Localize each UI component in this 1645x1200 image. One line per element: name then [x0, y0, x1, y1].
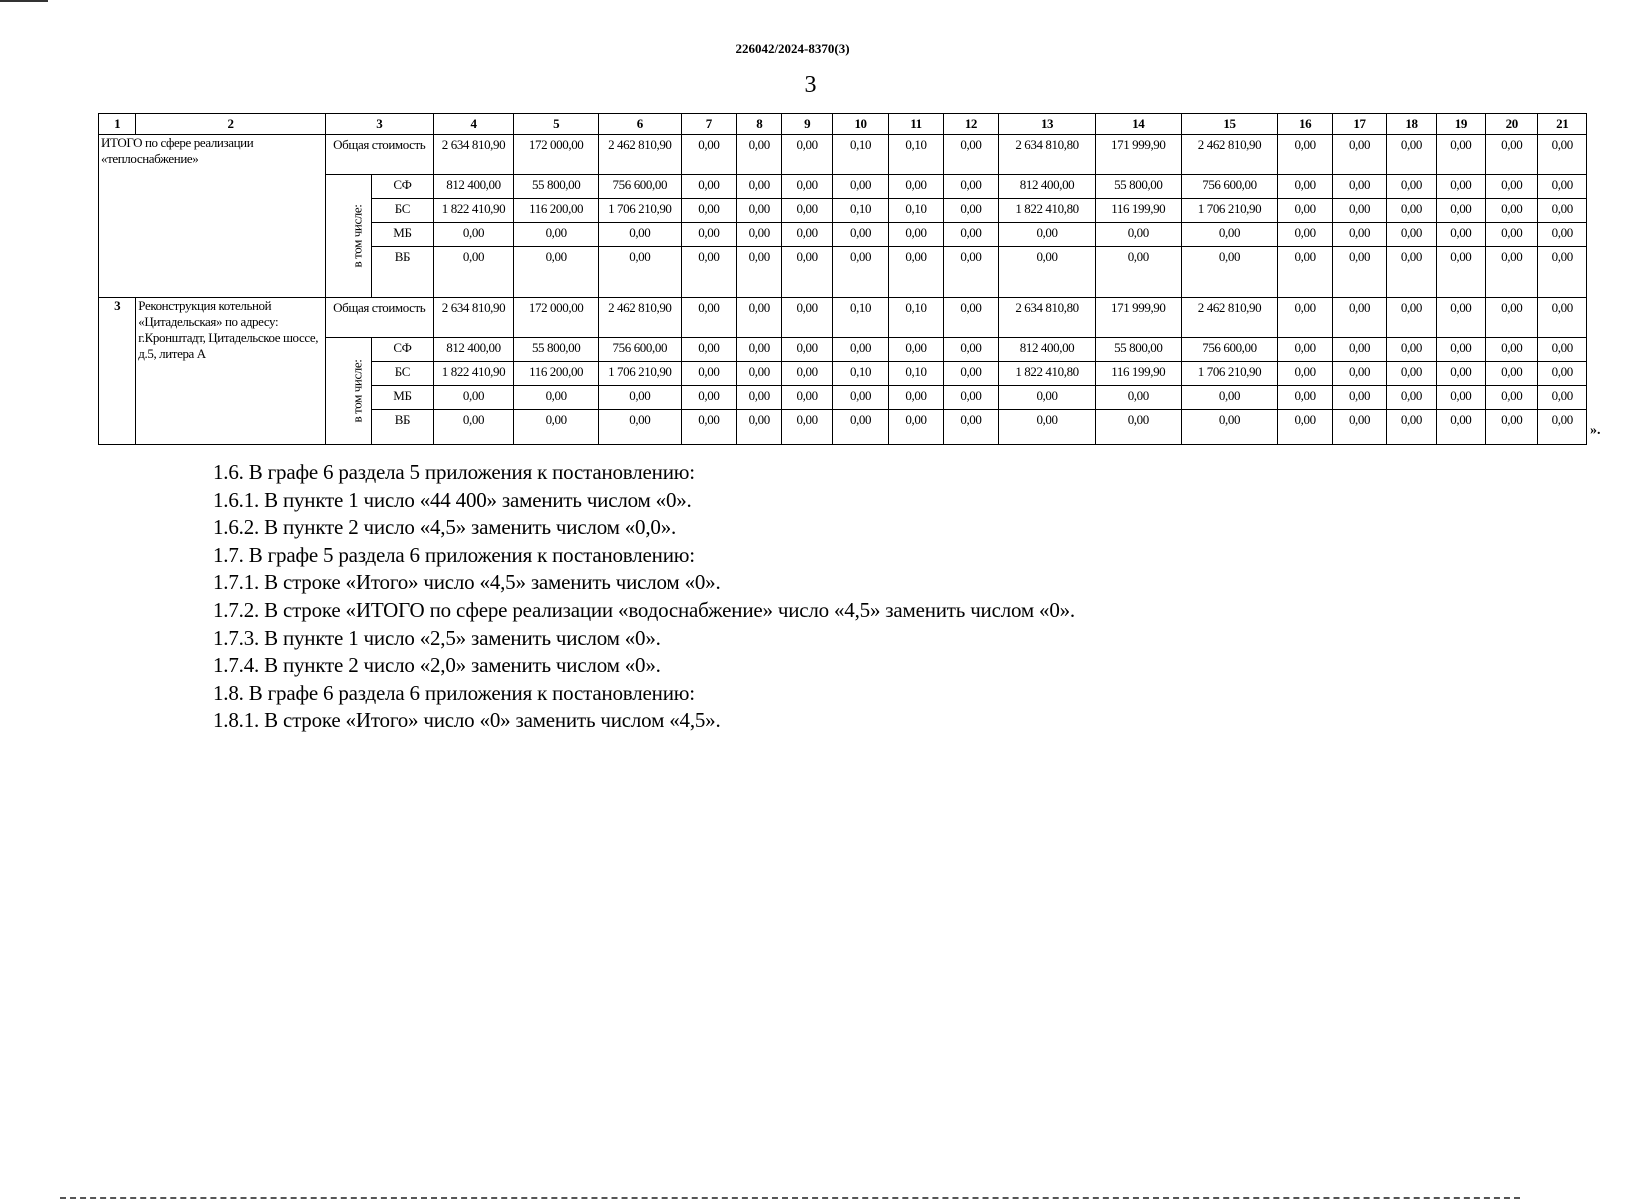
table-cell: 0,00 [681, 410, 736, 445]
table-cell: 2 462 810,90 [1181, 298, 1278, 338]
table-cell: 0,00 [737, 362, 782, 386]
table-cell: 0,00 [1486, 199, 1538, 223]
table-cell: 0,00 [782, 410, 832, 445]
amendment-paragraph: 1.8. В графе 6 раздела 6 приложения к постановлению: [213, 680, 695, 705]
table-cell: 0,00 [1436, 135, 1485, 175]
amendment-paragraph: 1.7. В графе 5 раздела 6 приложения к постановлению: [213, 542, 695, 567]
table-cell: 0,00 [1486, 223, 1538, 247]
table-cell: 0,00 [433, 247, 514, 298]
column-number: 16 [1278, 114, 1332, 135]
table-cell: 0,00 [1332, 386, 1386, 410]
table-cell: 0,00 [782, 362, 832, 386]
table-cell: 0,00 [433, 386, 514, 410]
table-cell: 0,00 [681, 175, 736, 199]
table-cell: 0,00 [737, 199, 782, 223]
total-cost-label: Общая стоимость [325, 135, 433, 175]
table-cell: 171 999,90 [1095, 298, 1181, 338]
column-number: 21 [1538, 114, 1587, 135]
table-cell: 0,00 [1095, 223, 1181, 247]
amendment-paragraph: 1.8.1. В строке «Итого» число «0» заменить числом «4,5». [213, 708, 721, 733]
table-cell: 0,00 [681, 223, 736, 247]
table-cell: 0,00 [889, 338, 943, 362]
table-cell: 756 600,00 [1181, 338, 1278, 362]
table-cell: 0,00 [943, 175, 998, 199]
table-cell: 0,00 [889, 410, 943, 445]
table-cell: 0,00 [1387, 410, 1436, 445]
item-name: Реконструкция котельной «Цитадельская» по адресу: г.Кронштадт, Цитадельское шоссе, д.5, литера А [136, 298, 326, 445]
table-cell: 0,10 [889, 135, 943, 175]
table-cell: 0,00 [1387, 199, 1436, 223]
table-cell: 1 706 210,90 [1181, 199, 1278, 223]
table-cell: 0,00 [1181, 386, 1278, 410]
table-cell: 0,10 [832, 135, 888, 175]
table-cell: 0,00 [782, 135, 832, 175]
table-cell: 0,00 [832, 338, 888, 362]
funding-source: СФ [372, 175, 434, 199]
table-cell: 1 706 210,90 [1181, 362, 1278, 386]
table-cell: 0,10 [889, 199, 943, 223]
table-cell: 0,00 [681, 135, 736, 175]
table-cell: 0,00 [1538, 298, 1587, 338]
table-cell: 2 634 810,80 [999, 135, 1096, 175]
table-cell: 0,00 [1436, 362, 1485, 386]
table-cell: 0,00 [681, 199, 736, 223]
table-cell: 0,10 [832, 362, 888, 386]
amendment-paragraph: 1.7.1. В строке «Итого» число «4,5» заменить числом «0». [213, 570, 721, 595]
table-cell: 0,00 [1486, 135, 1538, 175]
closing-quote-mark: ». [1590, 423, 1601, 438]
table-cell: 0,00 [1278, 247, 1332, 298]
table-cell: 0,00 [943, 338, 998, 362]
table-cell: 0,00 [782, 199, 832, 223]
table-cell: 0,10 [889, 362, 943, 386]
table-cell: 0,00 [943, 135, 998, 175]
table-cell: 1 822 410,80 [999, 199, 1096, 223]
table-cell: 0,00 [1332, 410, 1386, 445]
table-cell: 0,00 [1486, 386, 1538, 410]
table-cell: 0,00 [1332, 362, 1386, 386]
table-cell: 116 199,90 [1095, 362, 1181, 386]
table-cell: 0,00 [782, 338, 832, 362]
column-number-row [99, 114, 1587, 135]
column-number: 13 [999, 114, 1096, 135]
table-cell: 0,00 [782, 247, 832, 298]
column-number: 3 [325, 114, 433, 135]
table-cell: 0,00 [1278, 223, 1332, 247]
table-cell: 55 800,00 [1095, 338, 1181, 362]
table-cell: 2 462 810,90 [598, 135, 681, 175]
table-cell: 0,00 [1436, 175, 1485, 199]
column-number: 5 [514, 114, 599, 135]
column-number: 11 [889, 114, 943, 135]
table-cell: 0,00 [943, 199, 998, 223]
column-number: 6 [598, 114, 681, 135]
table-cell: 55 800,00 [514, 175, 599, 199]
table-cell: 0,00 [1387, 386, 1436, 410]
table-cell: 0,00 [1332, 199, 1386, 223]
table-cell: 0,00 [1278, 199, 1332, 223]
table-cell: 0,00 [1538, 362, 1587, 386]
table-cell: 0,00 [1538, 135, 1587, 175]
table-cell: 0,00 [1387, 362, 1436, 386]
table-cell: 0,00 [1538, 247, 1587, 298]
table-cell: 172 000,00 [514, 298, 599, 338]
table-cell: 0,00 [1278, 298, 1332, 338]
table-cell: 0,00 [889, 386, 943, 410]
table-cell: 0,00 [832, 223, 888, 247]
table-cell: 0,00 [1436, 298, 1485, 338]
table-cell: 0,00 [681, 338, 736, 362]
funding-source: МБ [372, 223, 434, 247]
table-cell: 0,00 [889, 223, 943, 247]
table-cell: 0,00 [1387, 247, 1436, 298]
page-number: 3 [804, 72, 817, 98]
table-cell: 0,00 [1486, 410, 1538, 445]
table-cell: 0,00 [889, 175, 943, 199]
table-cell: 0,00 [598, 386, 681, 410]
table-cell: 0,00 [1387, 135, 1436, 175]
scan-bottom-rule [60, 1197, 1520, 1199]
table-cell: 0,00 [737, 247, 782, 298]
table-cell: 0,00 [1332, 338, 1386, 362]
amendment-paragraphs [213, 459, 1075, 735]
table-cell: 2 462 810,90 [598, 298, 681, 338]
table-cell: 0,00 [782, 175, 832, 199]
table-cell: 0,00 [1486, 298, 1538, 338]
table-cell: 0,00 [1278, 386, 1332, 410]
table-cell: 0,00 [1436, 223, 1485, 247]
amendment-paragraph: 1.6. В графе 6 раздела 5 приложения к постановлению: [213, 460, 695, 484]
in-that-number-label [325, 175, 371, 298]
column-number: 1 [99, 114, 136, 135]
table-cell: 0,00 [1538, 199, 1587, 223]
table-cell: 0,00 [1095, 247, 1181, 298]
column-number: 15 [1181, 114, 1278, 135]
table-cell: 0,00 [1486, 175, 1538, 199]
table-cell: 1 706 210,90 [598, 199, 681, 223]
table-cell: 0,00 [1278, 175, 1332, 199]
table-cell: 1 706 210,90 [598, 362, 681, 386]
table-cell: 0,00 [681, 247, 736, 298]
amendment-paragraph: 1.7.3. В пункте 1 число «2,5» заменить числом «0». [213, 625, 661, 650]
column-number: 20 [1486, 114, 1538, 135]
column-number: 7 [681, 114, 736, 135]
column-number: 9 [782, 114, 832, 135]
table-cell: 0,00 [433, 223, 514, 247]
table-cell: 0,00 [1278, 410, 1332, 445]
amendment-paragraph: 1.7.2. В строке «ИТОГО по сфере реализации «водоснабжение» число «4,5» заменить числом «0». [213, 597, 1075, 622]
table-cell: 0,00 [1181, 247, 1278, 298]
table-cell: 55 800,00 [514, 338, 599, 362]
column-number: 17 [1332, 114, 1386, 135]
table-cell: 0,00 [514, 247, 599, 298]
column-number: 14 [1095, 114, 1181, 135]
table-cell: 0,10 [832, 298, 888, 338]
table-cell: 0,00 [999, 247, 1096, 298]
table-cell: 0,00 [1436, 386, 1485, 410]
table-cell: 0,00 [782, 298, 832, 338]
table-cell: 0,00 [1486, 247, 1538, 298]
table-cell: 812 400,00 [433, 338, 514, 362]
table-cell: 812 400,00 [433, 175, 514, 199]
table-cell: 116 199,90 [1095, 199, 1181, 223]
table-cell: 0,00 [1278, 135, 1332, 175]
table-cell: 0,00 [999, 223, 1096, 247]
table-cell: 0,00 [832, 410, 888, 445]
table-cell: 0,10 [832, 199, 888, 223]
table-cell: 0,00 [832, 386, 888, 410]
table-cell: 0,00 [514, 223, 599, 247]
table-cell: 0,00 [943, 223, 998, 247]
in-that-number-label [325, 338, 371, 445]
table-cell: 0,00 [1387, 175, 1436, 199]
table-cell: 0,00 [681, 386, 736, 410]
table-cell: 0,00 [1332, 247, 1386, 298]
table-cell: 0,00 [1181, 410, 1278, 445]
table-cell: 0,00 [1436, 247, 1485, 298]
table-cell: 0,00 [943, 386, 998, 410]
table-cell: 0,00 [999, 410, 1096, 445]
table-cell: 0,00 [1436, 338, 1485, 362]
table-cell: 0,00 [737, 338, 782, 362]
table-cell: 0,00 [737, 223, 782, 247]
table-cell: 0,00 [1095, 386, 1181, 410]
table-cell: 0,00 [889, 247, 943, 298]
table-cell: 0,00 [1278, 362, 1332, 386]
amendment-paragraph: 1.7.4. В пункте 2 число «2,0» заменить числом «0». [213, 653, 661, 678]
table-row [99, 298, 1587, 338]
scan-edge-mark [0, 0, 48, 2]
in-that-number-text: в том числе: [349, 359, 365, 423]
table-cell: 0,00 [737, 135, 782, 175]
table-cell: 2 634 810,80 [999, 298, 1096, 338]
table-cell: 1 822 410,90 [433, 362, 514, 386]
table-cell: 0,00 [832, 175, 888, 199]
table-cell: 756 600,00 [1181, 175, 1278, 199]
table-cell: 0,00 [1181, 223, 1278, 247]
table-cell: 0,00 [737, 386, 782, 410]
table-cell: 0,00 [1278, 338, 1332, 362]
table-cell: 0,00 [999, 386, 1096, 410]
table-cell: 0,00 [1538, 386, 1587, 410]
table-cell: 0,10 [889, 298, 943, 338]
column-number: 2 [136, 114, 326, 135]
table-cell: 0,00 [782, 386, 832, 410]
column-number: 18 [1387, 114, 1436, 135]
table-cell: 0,00 [737, 410, 782, 445]
amendment-paragraph: 1.6.2. В пункте 2 число «4,5» заменить числом «0,0». [213, 515, 677, 540]
funding-source: БС [372, 362, 434, 386]
table-cell: 0,00 [681, 362, 736, 386]
table-cell: 0,00 [1387, 298, 1436, 338]
table-cell: 171 999,90 [1095, 135, 1181, 175]
total-cost-label: Общая стоимость [325, 298, 433, 338]
funding-source: БС [372, 199, 434, 223]
table-cell: 812 400,00 [999, 175, 1096, 199]
funding-source: ВБ [372, 247, 434, 298]
table-cell: 1 822 410,80 [999, 362, 1096, 386]
table-cell: 0,00 [598, 410, 681, 445]
table-cell: 0,00 [598, 247, 681, 298]
table-cell: 756 600,00 [598, 175, 681, 199]
table-cell: 0,00 [1538, 338, 1587, 362]
amendment-paragraph: 1.6.1. В пункте 1 число «44 400» заменить числом «0». [213, 487, 692, 512]
table-cell: 0,00 [433, 410, 514, 445]
table-cell: 2 634 810,90 [433, 135, 514, 175]
table-cell: 0,00 [1486, 338, 1538, 362]
table-cell: 0,00 [1538, 175, 1587, 199]
in-that-number-text: в том числе: [349, 204, 365, 268]
table-cell: 55 800,00 [1095, 175, 1181, 199]
table-cell: 0,00 [1095, 410, 1181, 445]
document-number: 226042/2024-8370(3) [735, 41, 850, 56]
budget-table [98, 113, 1587, 445]
table-cell: 116 200,00 [514, 199, 599, 223]
table-cell: 0,00 [782, 223, 832, 247]
table-row [99, 135, 1587, 175]
table-cell: 0,00 [1486, 362, 1538, 386]
table-cell: 0,00 [943, 410, 998, 445]
table-cell: 0,00 [1538, 223, 1587, 247]
table-cell: 0,00 [1387, 223, 1436, 247]
table-cell: 2 462 810,90 [1181, 135, 1278, 175]
table-cell: 0,00 [1332, 298, 1386, 338]
table-cell: 0,00 [832, 247, 888, 298]
table-cell: 0,00 [598, 223, 681, 247]
table-cell: 0,00 [1332, 223, 1386, 247]
table-cell: 0,00 [1387, 338, 1436, 362]
item-number: 3 [99, 298, 136, 445]
funding-source: ВБ [372, 410, 434, 445]
funding-source: МБ [372, 386, 434, 410]
table-cell: 1 822 410,90 [433, 199, 514, 223]
table-cell: 0,00 [1332, 135, 1386, 175]
column-number: 10 [832, 114, 888, 135]
table-cell: 0,00 [943, 247, 998, 298]
table-cell: 0,00 [1436, 199, 1485, 223]
table-cell: 2 634 810,90 [433, 298, 514, 338]
total-name: ИТОГО по сфере реализации «теплоснабжение» [99, 135, 326, 298]
column-number: 8 [737, 114, 782, 135]
table-cell: 0,00 [681, 298, 736, 338]
column-number: 4 [433, 114, 514, 135]
table-cell: 812 400,00 [999, 338, 1096, 362]
table-cell: 172 000,00 [514, 135, 599, 175]
table-cell: 0,00 [1538, 410, 1587, 445]
table-cell: 0,00 [514, 386, 599, 410]
table-cell: 0,00 [943, 298, 998, 338]
column-number: 19 [1436, 114, 1485, 135]
table-cell: 0,00 [1332, 175, 1386, 199]
table-cell: 0,00 [943, 362, 998, 386]
table-cell: 116 200,00 [514, 362, 599, 386]
table-cell: 756 600,00 [598, 338, 681, 362]
table-cell: 0,00 [737, 298, 782, 338]
column-number: 12 [943, 114, 998, 135]
table-cell: 0,00 [514, 410, 599, 445]
funding-source: СФ [372, 338, 434, 362]
table-cell: 0,00 [1436, 410, 1485, 445]
table-cell: 0,00 [737, 175, 782, 199]
